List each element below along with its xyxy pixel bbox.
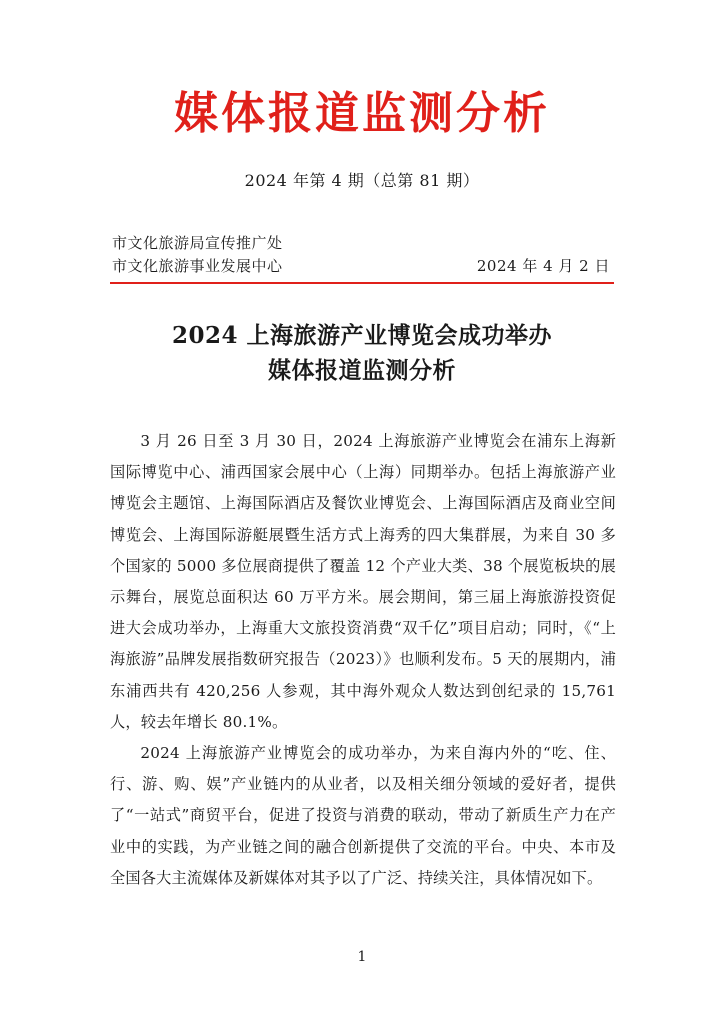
masthead-title: 媒体报道监测分析 bbox=[174, 88, 550, 139]
document-title-line-2: 媒体报道监测分析 bbox=[268, 357, 456, 384]
document-title-line-1: 2024 上海旅游产业博览会成功举办 bbox=[171, 322, 553, 349]
sender-center: 市文化旅游事业发展中心 bbox=[112, 257, 283, 275]
body-paragraph-1 bbox=[110, 426, 616, 738]
paragraph-text: 2024 上海旅游产业博览会的成功举办，为来自海内外的“吃、住、行、游、购、娱”产业链内的从业者，以及相关细分领域的爱好者，提供了“一站式”商贸平台，促进了投资与消费的联动，带动了新质生产力在产业中的实践，为产业链之间的融合创新提供了交流的平台。中央、本市及全国各大主流媒体及新媒体对其予以了广泛、持续关注，具体情况如下。 bbox=[110, 744, 616, 887]
paragraph-text: 3 月 26 日至 3 月 30 日，2024 上海旅游产业博览会在浦东上海新国际博览中心、浦西国家会展中心（上海）同期举办。包括上海旅游产业博览会主题馆、上海国际酒店及餐饮业博览会、上海国际酒店及商业空间博览会、上海国际游艇展暨生活方式上海秀的四大集群展，为来自 30 多个国家的 5000 多位展商提供了覆盖 12 个产业大类、38 个展览板块的展示舞台，展览总面积达 60 万平方米。展会期间，第三届上海旅游投资促进大会成功举办，上海重大文旅投资消费“双千亿”项目启动；同时，《“上海旅游”品牌发展指数研究报告（2023）》也顺利发布。5 天的展期内，浦东浦西共有 420,256 人参观，其中海外观众人数达到创纪录的 15,761 人，较去年增长 80.1%。 bbox=[110, 432, 616, 731]
sender-department: 市文化旅游局宣传推广处 bbox=[112, 234, 283, 252]
header-divider bbox=[110, 282, 614, 284]
page-number: 1 bbox=[357, 949, 367, 965]
body-paragraph-2 bbox=[110, 738, 616, 894]
issue-number: 2024 年第 4 期（总第 81 期） bbox=[244, 171, 480, 190]
issue-date: 2024 年 4 月 2 日 bbox=[476, 257, 610, 275]
